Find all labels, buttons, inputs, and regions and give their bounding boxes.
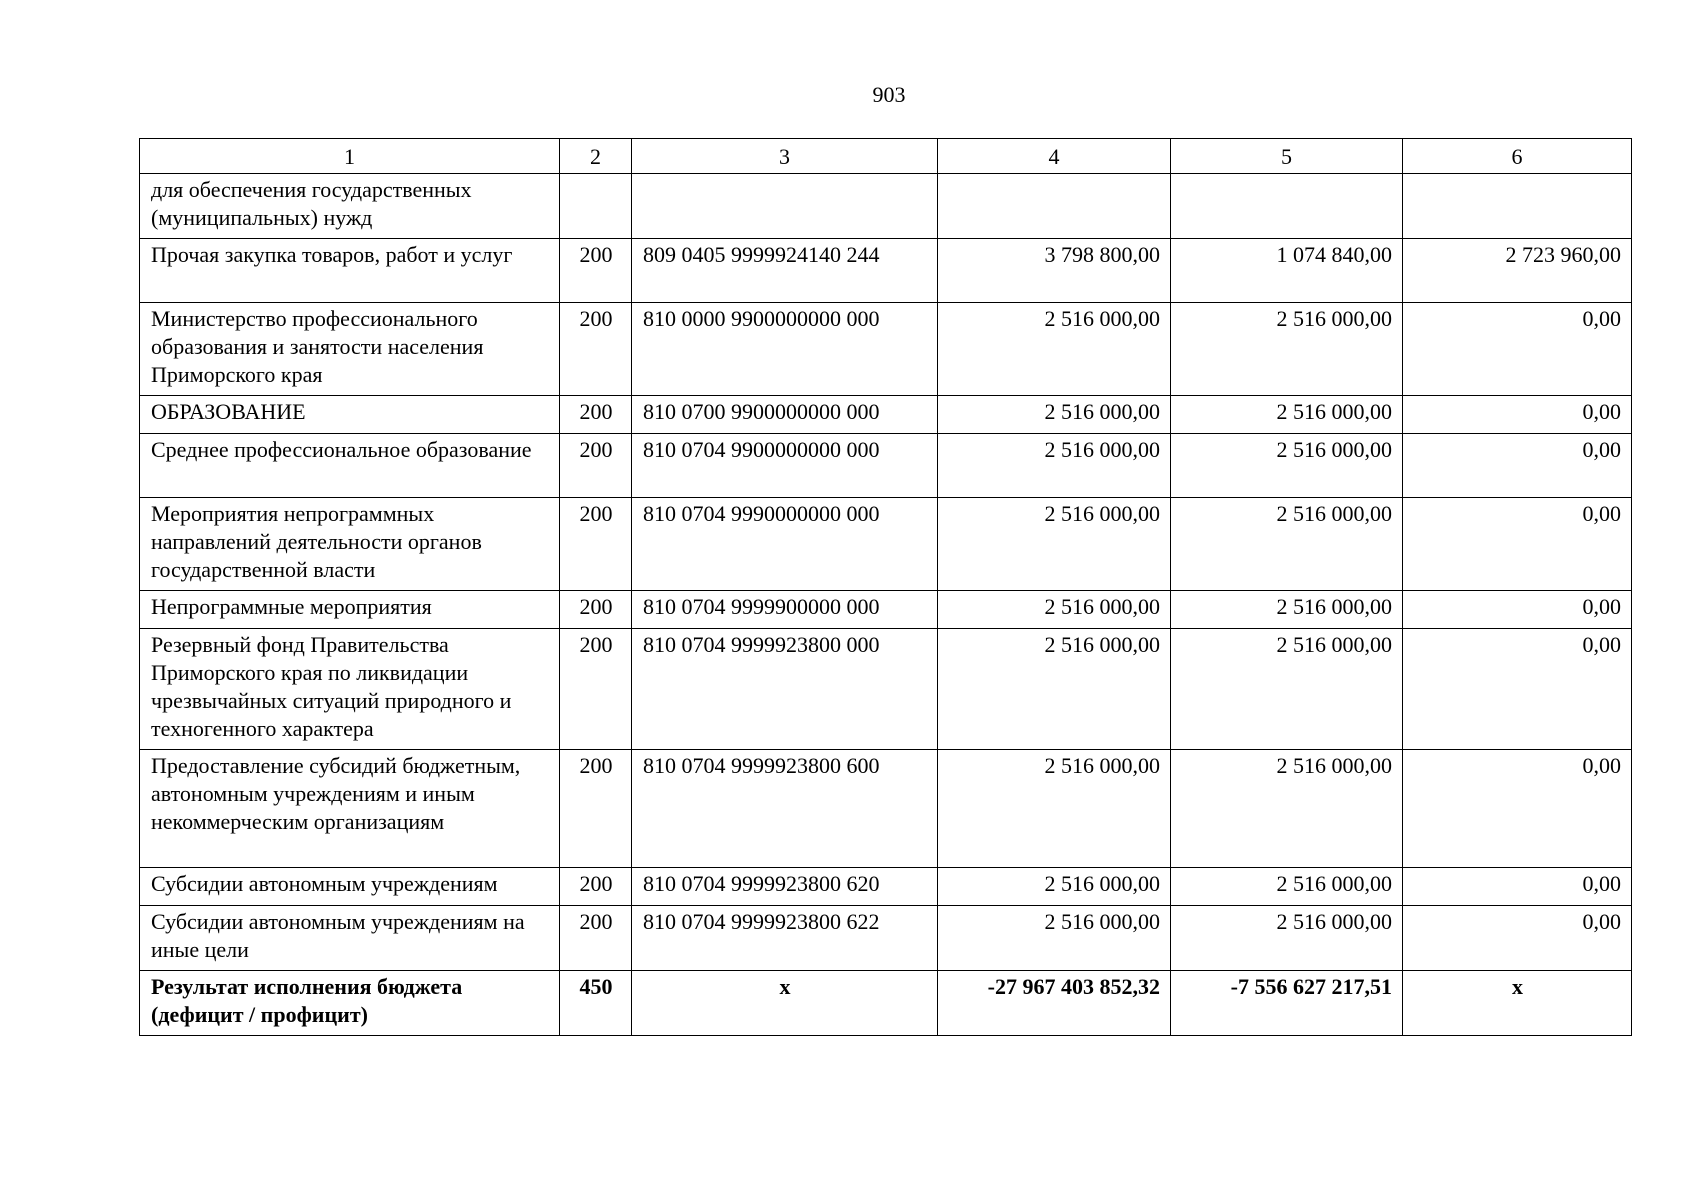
row-code: 200: [560, 629, 632, 750]
row-name: для обеспечения государственных (муниципальных) нужд: [140, 174, 560, 239]
row-code: 200: [560, 239, 632, 303]
table-row: [140, 750, 1632, 868]
row-unexecuted: 0,00: [1403, 303, 1632, 396]
page-number: 903: [872, 82, 906, 107]
row-approved: 2 516 000,00: [938, 434, 1171, 498]
table-row: [140, 303, 1632, 396]
row-kbk: 810 0704 9900000000 000: [632, 434, 938, 498]
row-kbk: 809 0405 9999924140 244: [632, 239, 938, 303]
row-approved: 2 516 000,00: [938, 750, 1171, 868]
row-code: 200: [560, 303, 632, 396]
row-name: Прочая закупка товаров, работ и услуг: [140, 239, 560, 303]
row-executed: 2 516 000,00: [1171, 750, 1403, 868]
row-unexecuted: 0,00: [1403, 868, 1632, 906]
row-executed: 2 516 000,00: [1171, 498, 1403, 591]
row-approved: 2 516 000,00: [938, 591, 1171, 629]
row-unexecuted: 0,00: [1403, 591, 1632, 629]
row-unexecuted: 2 723 960,00: [1403, 239, 1632, 303]
row-executed: 1 074 840,00: [1171, 239, 1403, 303]
row-name: ОБРАЗОВАНИЕ: [140, 396, 560, 434]
column-header: 3: [632, 139, 938, 174]
row-name: Министерство профессионального образования и занятости населения Приморского края: [140, 303, 560, 396]
row-executed: 2 516 000,00: [1171, 434, 1403, 498]
row-approved: 2 516 000,00: [938, 303, 1171, 396]
row-code: 200: [560, 868, 632, 906]
row-approved: [938, 174, 1171, 239]
row-executed: 2 516 000,00: [1171, 629, 1403, 750]
row-approved: 3 798 800,00: [938, 239, 1171, 303]
row-executed: 2 516 000,00: [1171, 868, 1403, 906]
column-header: 1: [140, 139, 560, 174]
row-name: Субсидии автономным учреждениям на иные цели: [140, 906, 560, 971]
row-kbk: 810 0704 9999923800 622: [632, 906, 938, 971]
row-kbk: 810 0000 9900000000 000: [632, 303, 938, 396]
row-unexecuted: 0,00: [1403, 629, 1632, 750]
row-code: [560, 174, 632, 239]
row-code: 200: [560, 750, 632, 868]
column-header: 4: [938, 139, 1171, 174]
total-unexecuted: x: [1403, 971, 1632, 1036]
row-name: Субсидии автономным учреждениям: [140, 868, 560, 906]
row-executed: 2 516 000,00: [1171, 303, 1403, 396]
table-header-row: [140, 139, 1632, 174]
table-row: [140, 434, 1632, 498]
row-code: 200: [560, 906, 632, 971]
row-kbk: 810 0704 9999923800 600: [632, 750, 938, 868]
column-header: 5: [1171, 139, 1403, 174]
row-kbk: 810 0704 9999923800 620: [632, 868, 938, 906]
total-name: Результат исполнения бюджета (дефицит / профицит): [140, 971, 560, 1036]
row-unexecuted: 0,00: [1403, 434, 1632, 498]
row-name: Непрограммные мероприятия: [140, 591, 560, 629]
row-unexecuted: 0,00: [1403, 498, 1632, 591]
row-code: 200: [560, 434, 632, 498]
total-row: [140, 971, 1632, 1036]
column-header: 2: [560, 139, 632, 174]
row-code: 200: [560, 591, 632, 629]
total-kbk: x: [632, 971, 938, 1036]
row-executed: 2 516 000,00: [1171, 591, 1403, 629]
table-row: [140, 239, 1632, 303]
row-code: 200: [560, 396, 632, 434]
row-kbk: 810 0704 9999900000 000: [632, 591, 938, 629]
row-name: Мероприятия непрограммных направлений деятельности органов государственной власти: [140, 498, 560, 591]
row-unexecuted: 0,00: [1403, 396, 1632, 434]
row-executed: 2 516 000,00: [1171, 906, 1403, 971]
row-code: 200: [560, 498, 632, 591]
row-executed: [1171, 174, 1403, 239]
table-row: [140, 174, 1632, 239]
table-row: [140, 629, 1632, 750]
table-row: [140, 591, 1632, 629]
row-unexecuted: [1403, 174, 1632, 239]
total-code: 450: [560, 971, 632, 1036]
row-name: Резервный фонд Правительства Приморского края по ликвидации чрезвычайных ситуаций природного и техногенного характера: [140, 629, 560, 750]
row-approved: 2 516 000,00: [938, 906, 1171, 971]
row-kbk: 810 0700 9900000000 000: [632, 396, 938, 434]
row-name: Предоставление субсидий бюджетным, автономным учреждениям и иным некоммерческим организациям: [140, 750, 560, 868]
budget-table: [139, 138, 1632, 1036]
table-row: [140, 906, 1632, 971]
table-row: [140, 498, 1632, 591]
table-row: [140, 396, 1632, 434]
table-row: [140, 868, 1632, 906]
row-unexecuted: 0,00: [1403, 750, 1632, 868]
row-approved: 2 516 000,00: [938, 868, 1171, 906]
row-approved: 2 516 000,00: [938, 629, 1171, 750]
row-kbk: [632, 174, 938, 239]
column-header: 6: [1403, 139, 1632, 174]
row-approved: 2 516 000,00: [938, 498, 1171, 591]
row-kbk: 810 0704 9990000000 000: [632, 498, 938, 591]
total-executed: -7 556 627 217,51: [1171, 971, 1403, 1036]
total-approved: -27 967 403 852,32: [938, 971, 1171, 1036]
row-name: Среднее профессиональное образование: [140, 434, 560, 498]
row-unexecuted: 0,00: [1403, 906, 1632, 971]
row-approved: 2 516 000,00: [938, 396, 1171, 434]
row-kbk: 810 0704 9999923800 000: [632, 629, 938, 750]
row-executed: 2 516 000,00: [1171, 396, 1403, 434]
